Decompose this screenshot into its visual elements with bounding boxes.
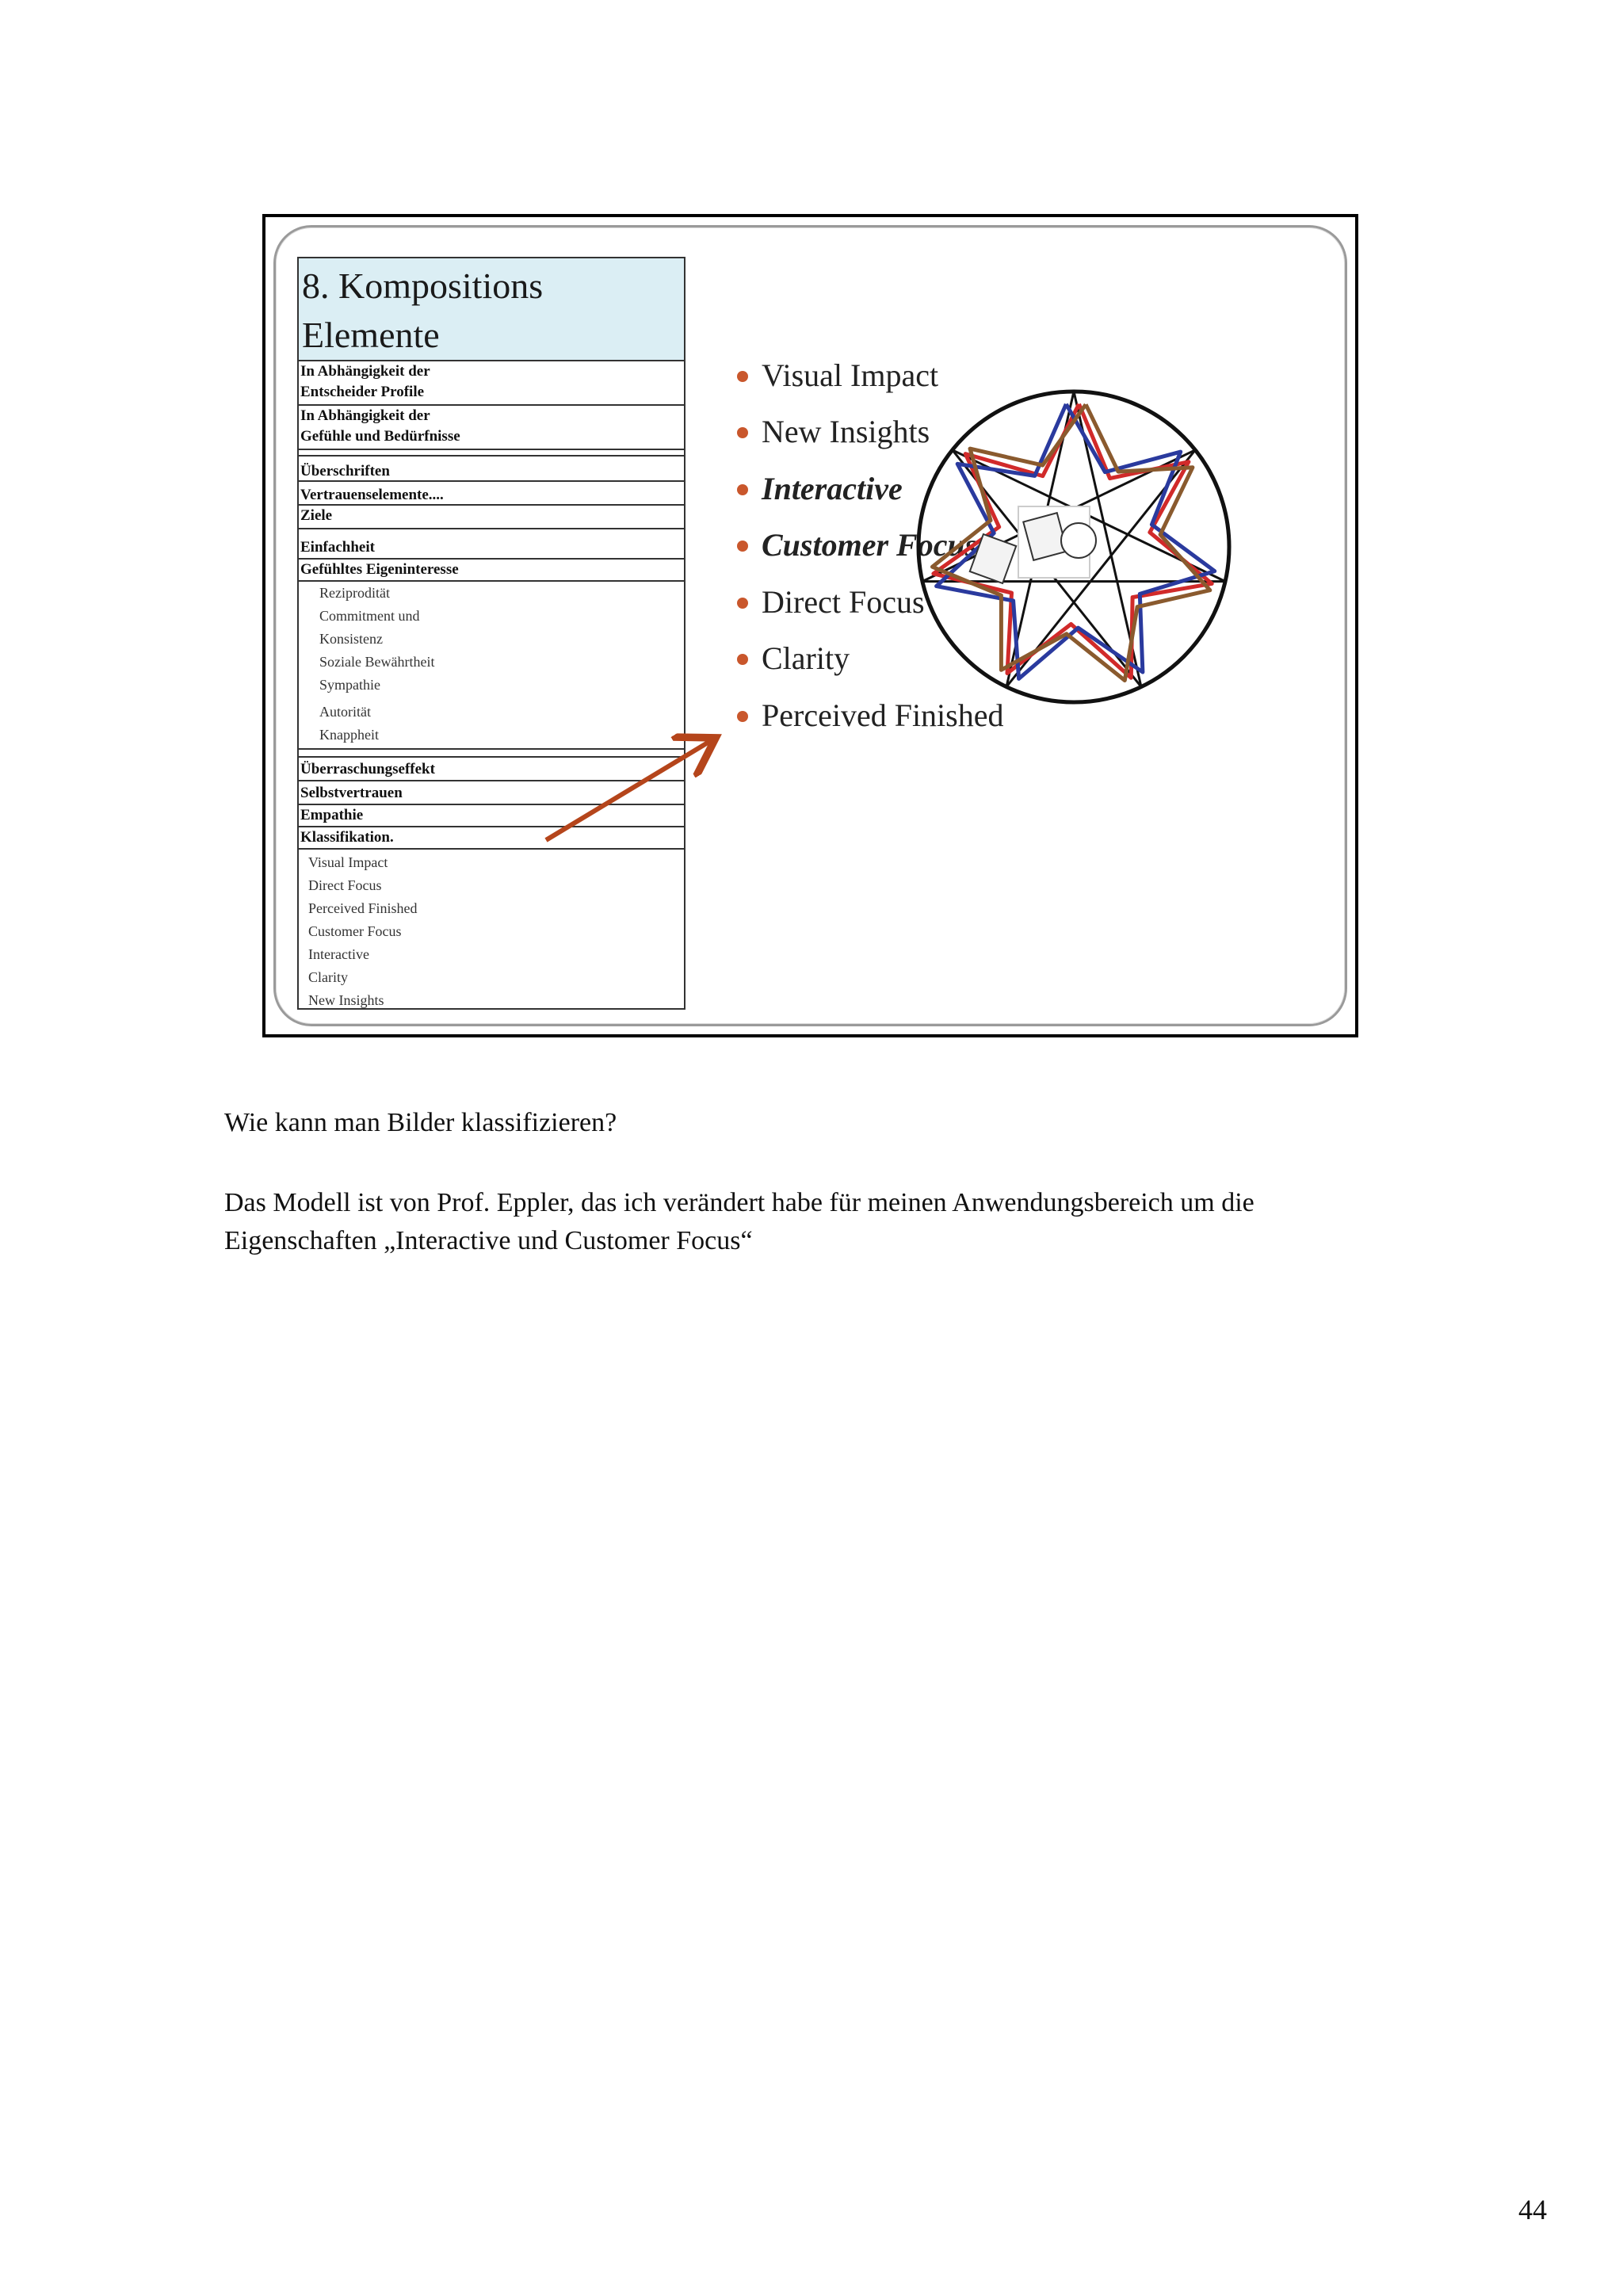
bullet-direct-focus: Direct Focus xyxy=(762,584,925,620)
row-ueberschriften: Überschriften xyxy=(299,457,684,482)
bullet-visual-impact: Visual Impact xyxy=(762,357,939,393)
sub-item: Konsistenz xyxy=(319,631,383,647)
sub-item: Soziale Bewährtheit xyxy=(319,654,435,670)
septagram-diagram xyxy=(265,217,1355,1034)
paragraph-line1: Das Modell ist von Prof. Eppler, das ich verändert habe für meinen Anwendungsbereich um die xyxy=(224,1188,1254,1217)
row-klassifikation: Klassifikation. xyxy=(299,827,684,850)
row-selbstvertrauen: Selbstvertrauen xyxy=(299,781,684,805)
row-text: Gefühle und Bedürfnisse xyxy=(300,428,460,445)
klass-item: Perceived Finished xyxy=(308,900,418,916)
row-vertrauen: Vertrauenselemente.... xyxy=(299,482,684,506)
sub-item: Knappheit xyxy=(319,727,379,743)
klass-item: Direct Focus xyxy=(308,877,382,893)
row-eigeninteresse: Gefühltes Eigeninteresse xyxy=(299,560,684,582)
bullet-interactive: Interactive xyxy=(762,471,903,506)
bullet-new-insights: New Insights xyxy=(762,414,930,449)
table-title-line2: Elemente xyxy=(302,315,440,355)
sub-item: Autorität xyxy=(319,704,371,720)
row-text: Entscheider Profile xyxy=(300,384,425,400)
klass-item: Interactive xyxy=(308,946,369,962)
question-text: Wie kann man Bilder klassifizieren? xyxy=(224,1108,617,1137)
page-number: 44 xyxy=(1518,2194,1547,2225)
bullet-customer-focus: Customer Focus xyxy=(762,527,978,563)
slide-frame xyxy=(262,214,1358,1037)
klass-item: Customer Focus xyxy=(308,923,402,939)
bullet-perceived-finished: Perceived Finished xyxy=(762,697,1004,733)
sub-item: Sympathie xyxy=(319,677,380,693)
row-einfachheit: Einfachheit xyxy=(299,529,684,560)
row-empathie: Empathie xyxy=(299,805,684,827)
sub-item: Reziprodität xyxy=(319,585,390,601)
row-text: In Abhängigkeit der xyxy=(300,363,430,380)
sub-item: Commitment und xyxy=(319,608,420,624)
bullet-clarity: Clarity xyxy=(762,640,850,676)
paragraph-line2: Eigenschaften „Interactive und Customer Focus“ xyxy=(224,1226,753,1255)
sketch-face-icon xyxy=(1061,523,1096,558)
row-ueberraschung: Überraschungseffekt xyxy=(299,758,684,781)
row-text: In Abhängigkeit der xyxy=(300,407,430,424)
row-ziele: Ziele xyxy=(299,506,684,529)
table-title-line1: 8. Kompositions xyxy=(302,266,544,306)
arrow xyxy=(546,740,712,840)
klass-item: New Insights xyxy=(308,992,384,1008)
klass-item: Visual Impact xyxy=(308,854,388,870)
klass-item: Clarity xyxy=(308,969,348,985)
